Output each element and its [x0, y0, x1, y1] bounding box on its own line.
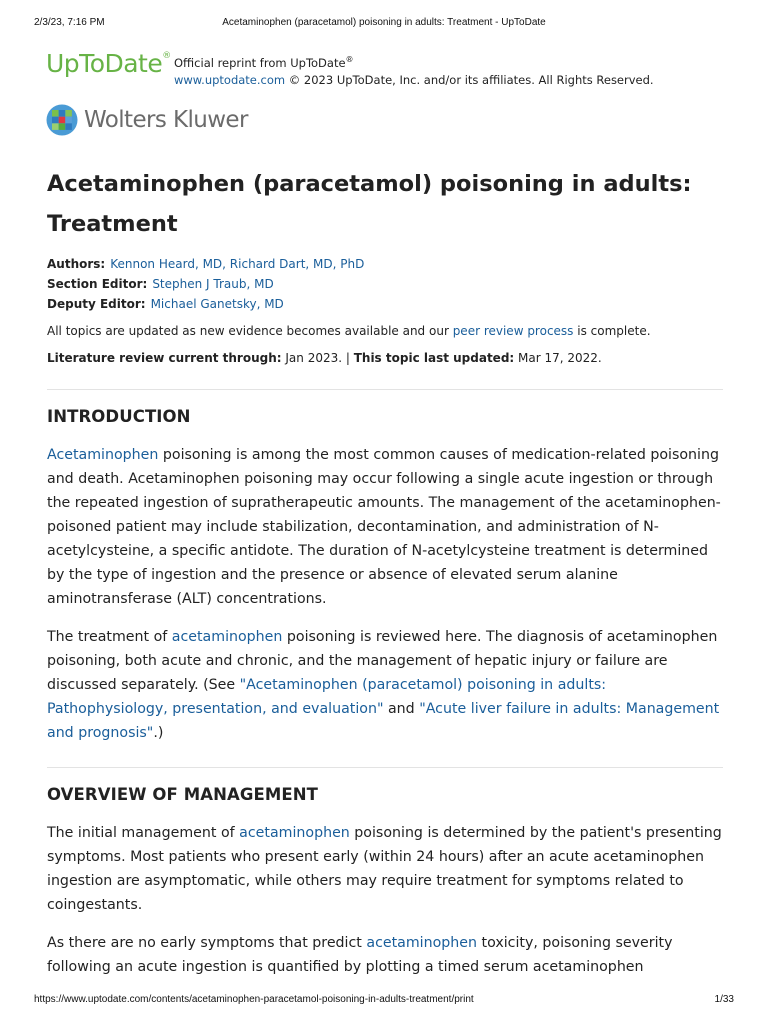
- uptodate-logo-text: UpToDate: [46, 49, 163, 78]
- authors-link[interactable]: Kennon Heard, MD, Richard Dart, MD, PhD: [110, 257, 365, 271]
- acetaminophen-link[interactable]: acetaminophen: [239, 825, 350, 841]
- print-url: https://www.uptodate.com/contents/acetaminophen-paracetamol-poisoning-in-adults-treatment/print: [34, 994, 474, 1005]
- lit-review-label: Literature review current through:: [47, 351, 282, 365]
- overview-paragraph-2: [47, 931, 727, 979]
- authors-row: [47, 254, 727, 274]
- page-number: 1/33: [714, 994, 734, 1005]
- last-updated-value: Mar 17, 2022.: [514, 351, 602, 365]
- pathophysiology-topic-link[interactable]: "Acetaminophen (paracetamol) poisoning in adults: Pathophysiology, presentation, and evaluation": [47, 677, 607, 717]
- paragraph-text: As there are no early symptoms that predict: [47, 935, 367, 951]
- article-meta: [47, 254, 727, 314]
- overview-heading: OVERVIEW OF MANAGEMENT: [47, 785, 319, 804]
- section-editor-label: Section Editor:: [47, 277, 148, 291]
- last-updated-label: This topic last updated:: [353, 351, 515, 365]
- deputy-editor-row: [47, 294, 727, 314]
- deputy-editor-link[interactable]: Michael Ganetsky, MD: [150, 297, 284, 311]
- logo-registered-mark: ®: [162, 51, 171, 61]
- lit-review-value: Jan 2023. |: [281, 351, 354, 365]
- notice-text: All topics are updated as new evidence becomes available and our: [47, 324, 453, 338]
- peer-review-link[interactable]: peer review process: [452, 324, 574, 338]
- deputy-editor-label: Deputy Editor:: [47, 297, 146, 311]
- divider: [47, 767, 723, 768]
- section-editor-link[interactable]: Stephen J Traub, MD: [152, 277, 274, 291]
- copyright-text: © 2023 UpToDate, Inc. and/or its affiliates. All Rights Reserved.: [285, 72, 654, 87]
- print-page-title: Acetaminophen (paracetamol) poisoning in adults: Treatment - UpToDate: [222, 17, 546, 28]
- paragraph-text: toxicity, poisoning severity following an acute ingestion is quantified by plotting a timed serum acetaminophen: [47, 935, 673, 975]
- acetaminophen-link[interactable]: acetaminophen: [171, 629, 283, 645]
- paragraph-text: .): [153, 725, 164, 741]
- wolters-kluwer-logo: [46, 104, 248, 136]
- paragraph-text: The initial management of: [47, 825, 240, 841]
- acetaminophen-link[interactable]: Acetaminophen: [47, 447, 159, 463]
- authors-label: Authors:: [47, 257, 106, 271]
- overview-paragraph-1: [47, 821, 727, 917]
- introduction-heading: INTRODUCTION: [47, 407, 191, 426]
- uptodate-logo[interactable]: [46, 49, 171, 78]
- acute-liver-failure-topic-link[interactable]: "Acute liver failure in adults: Management and prognosis": [47, 701, 720, 741]
- paragraph-text: and: [383, 701, 420, 717]
- acetaminophen-link[interactable]: acetaminophen: [366, 935, 478, 951]
- reprint-line: Official reprint from UpToDate: [174, 55, 346, 70]
- reprint-registered-mark: ®: [345, 55, 354, 64]
- paragraph-text: poisoning is reviewed here. The diagnosis of acetaminophen poisoning, both acute and chronic, and the management of hepatic injury or failure are discussed separately. (See: [47, 629, 718, 693]
- paragraph-text: The treatment of: [47, 629, 172, 645]
- wolters-kluwer-mark-icon: [46, 104, 78, 136]
- publisher-name: Wolters Kluwer: [84, 107, 248, 133]
- reprint-notice: [174, 51, 654, 89]
- notice-text-end: is complete.: [573, 324, 651, 338]
- article: [47, 164, 727, 979]
- introduction-paragraph-1: [47, 443, 727, 611]
- paragraph-text: poisoning is among the most common causes of medication-related poisoning and death. Acetaminophen poisoning may occur following a single acute ingestion or through the repeated ingestion of supratherapeutic amounts. The management of the acetaminophen-poisoned patient may include stabilization, decontamination, and administration of N-acetylcysteine, a specific antidote. The duration of N-acetylcysteine treatment is determined by the type of ingestion and the presence or absence of elevated serum alanine aminotransferase (ALT) concentrations.: [47, 447, 721, 607]
- section-editor-row: [47, 274, 727, 294]
- review-dates: [47, 348, 727, 368]
- introduction-paragraph-2: [47, 625, 727, 745]
- article-title: Acetaminophen (paracetamol) poisoning in adults: Treatment: [47, 171, 692, 237]
- uptodate-site-link[interactable]: www.uptodate.com: [174, 72, 286, 87]
- divider: [47, 389, 723, 390]
- print-date: 2/3/23, 7:16 PM: [34, 17, 105, 28]
- paragraph-text: poisoning is determined by the patient's presenting symptoms. Most patients who present early (within 24 hours) after an acute acetaminophen ingestion are asymptomatic, while others may require treatment for symptoms related to coingestants.: [47, 825, 722, 913]
- update-notice: [47, 321, 727, 341]
